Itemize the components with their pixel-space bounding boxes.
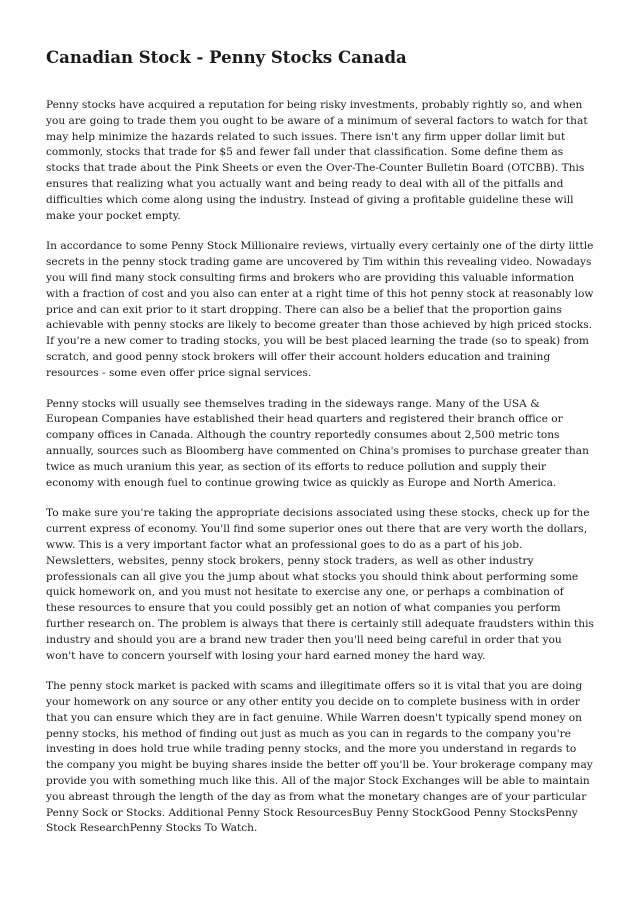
paragraph-1: Penny stocks have acquired a reputation for being risky investments, probably rightly so, and when you are going to trade them you ought to be aware of a minimum of several factors to watch for that may help minimize the hazards related to such issues. There isn't any firm upper dollar limit but commonly, stocks that trade for $5 and fewer fall under that classification. Some define them as stocks that trade about the Pink Sheets or even the Over-The-Counter Bulletin Board (OTCBB). This ensures that realizing what you actually want and being ready to deal with all of the pitfalls and difficulties which come along using the industry. Instead of giving a profitable guideline these will make your pocket empty.: [46, 99, 588, 222]
paragraph-5: The penny stock market is packed with scams and illegitimate offers so it is vital that you are doing your homework on any source or any other entity you decide on to complete business with in order that you can ensure which they are in fact genuine. While Warren doesn't typically spend money on penny stocks, his method of finding out just as much as you can in regards to the company you're investing in does hold true while trading penny stocks, and the more you understand in regards to the company you might be buying shares inside the better off you'll be. Your brokerage company may provide you with something much like this. All of the major Stock Exchanges will be able to maintain you abreast through the length of the day as from what the monetary changes are of your particular Penny Sock or Stocks. Additional Penny Stock ResourcesBuy Penny StockGood Penny StocksPenny Stock ResearchPenny Stocks To Watch.: [46, 680, 593, 835]
paragraph-3: Penny stocks will usually see themselves trading in the sideways range. Many of the USA & European Companies have established their head quarters and registered their branch office or company offices in Canada. Although the country reportedly consumes about 2,500 metric tons annually, sources such as Bloomberg have commented on China's promises to purchase greater than twice as much uranium this year, as section of its efforts to reduce pollution and supply their economy with enough fuel to continue growing twice as quickly as Europe and North America.: [46, 397, 589, 489]
document-page: [46, 46, 594, 852]
document-title: Canadian Stock - Penny Stocks Canada: [46, 48, 407, 67]
paragraph-4: To make sure you're taking the appropriate decisions associated using these stocks, check up for the current express of economy. You'll find some superior ones out there that are very worth the dollars, www. This is a very important factor what an professional goes to do as a part of his job. Newsletters, websites, penny stock brokers, penny stock traders, as well as other industry professionals can all give you the jump about what stocks you should think about performing some quick homework on, and you must not hesitate to exercise any one, or perhaps a combination of these resources to ensure that you could possibly get an notion of what companies you perform further research on. The problem is always that there is certainly still adequate fraudsters within this industry and should you are a brand new trader then you'll need being careful in order that you won't have to concern yourself with losing your hard earned money the hard way.: [46, 507, 594, 662]
paragraph-2: In accordance to some Penny Stock Millionaire reviews, virtually every certainly one of the dirty little secrets in the penny stock trading game are uncovered by Tim within this revealing video. Nowadays you will find many stock consulting firms and brokers who are providing this valuable information with a fraction of cost and you also can enter at a right time of this hot penny stock at reasonably low price and can exit prior to it start dropping. There can also be a belief that the proportion gains achievable with penny stocks are likely to become greater than those achieved by high priced stocks. If you're a new comer to trading stocks, you will be best placed learning the trade (so to speak) from scratch, and good penny stock brokers will offer their account holders education and training resources - some even offer price signal services.: [46, 240, 594, 379]
